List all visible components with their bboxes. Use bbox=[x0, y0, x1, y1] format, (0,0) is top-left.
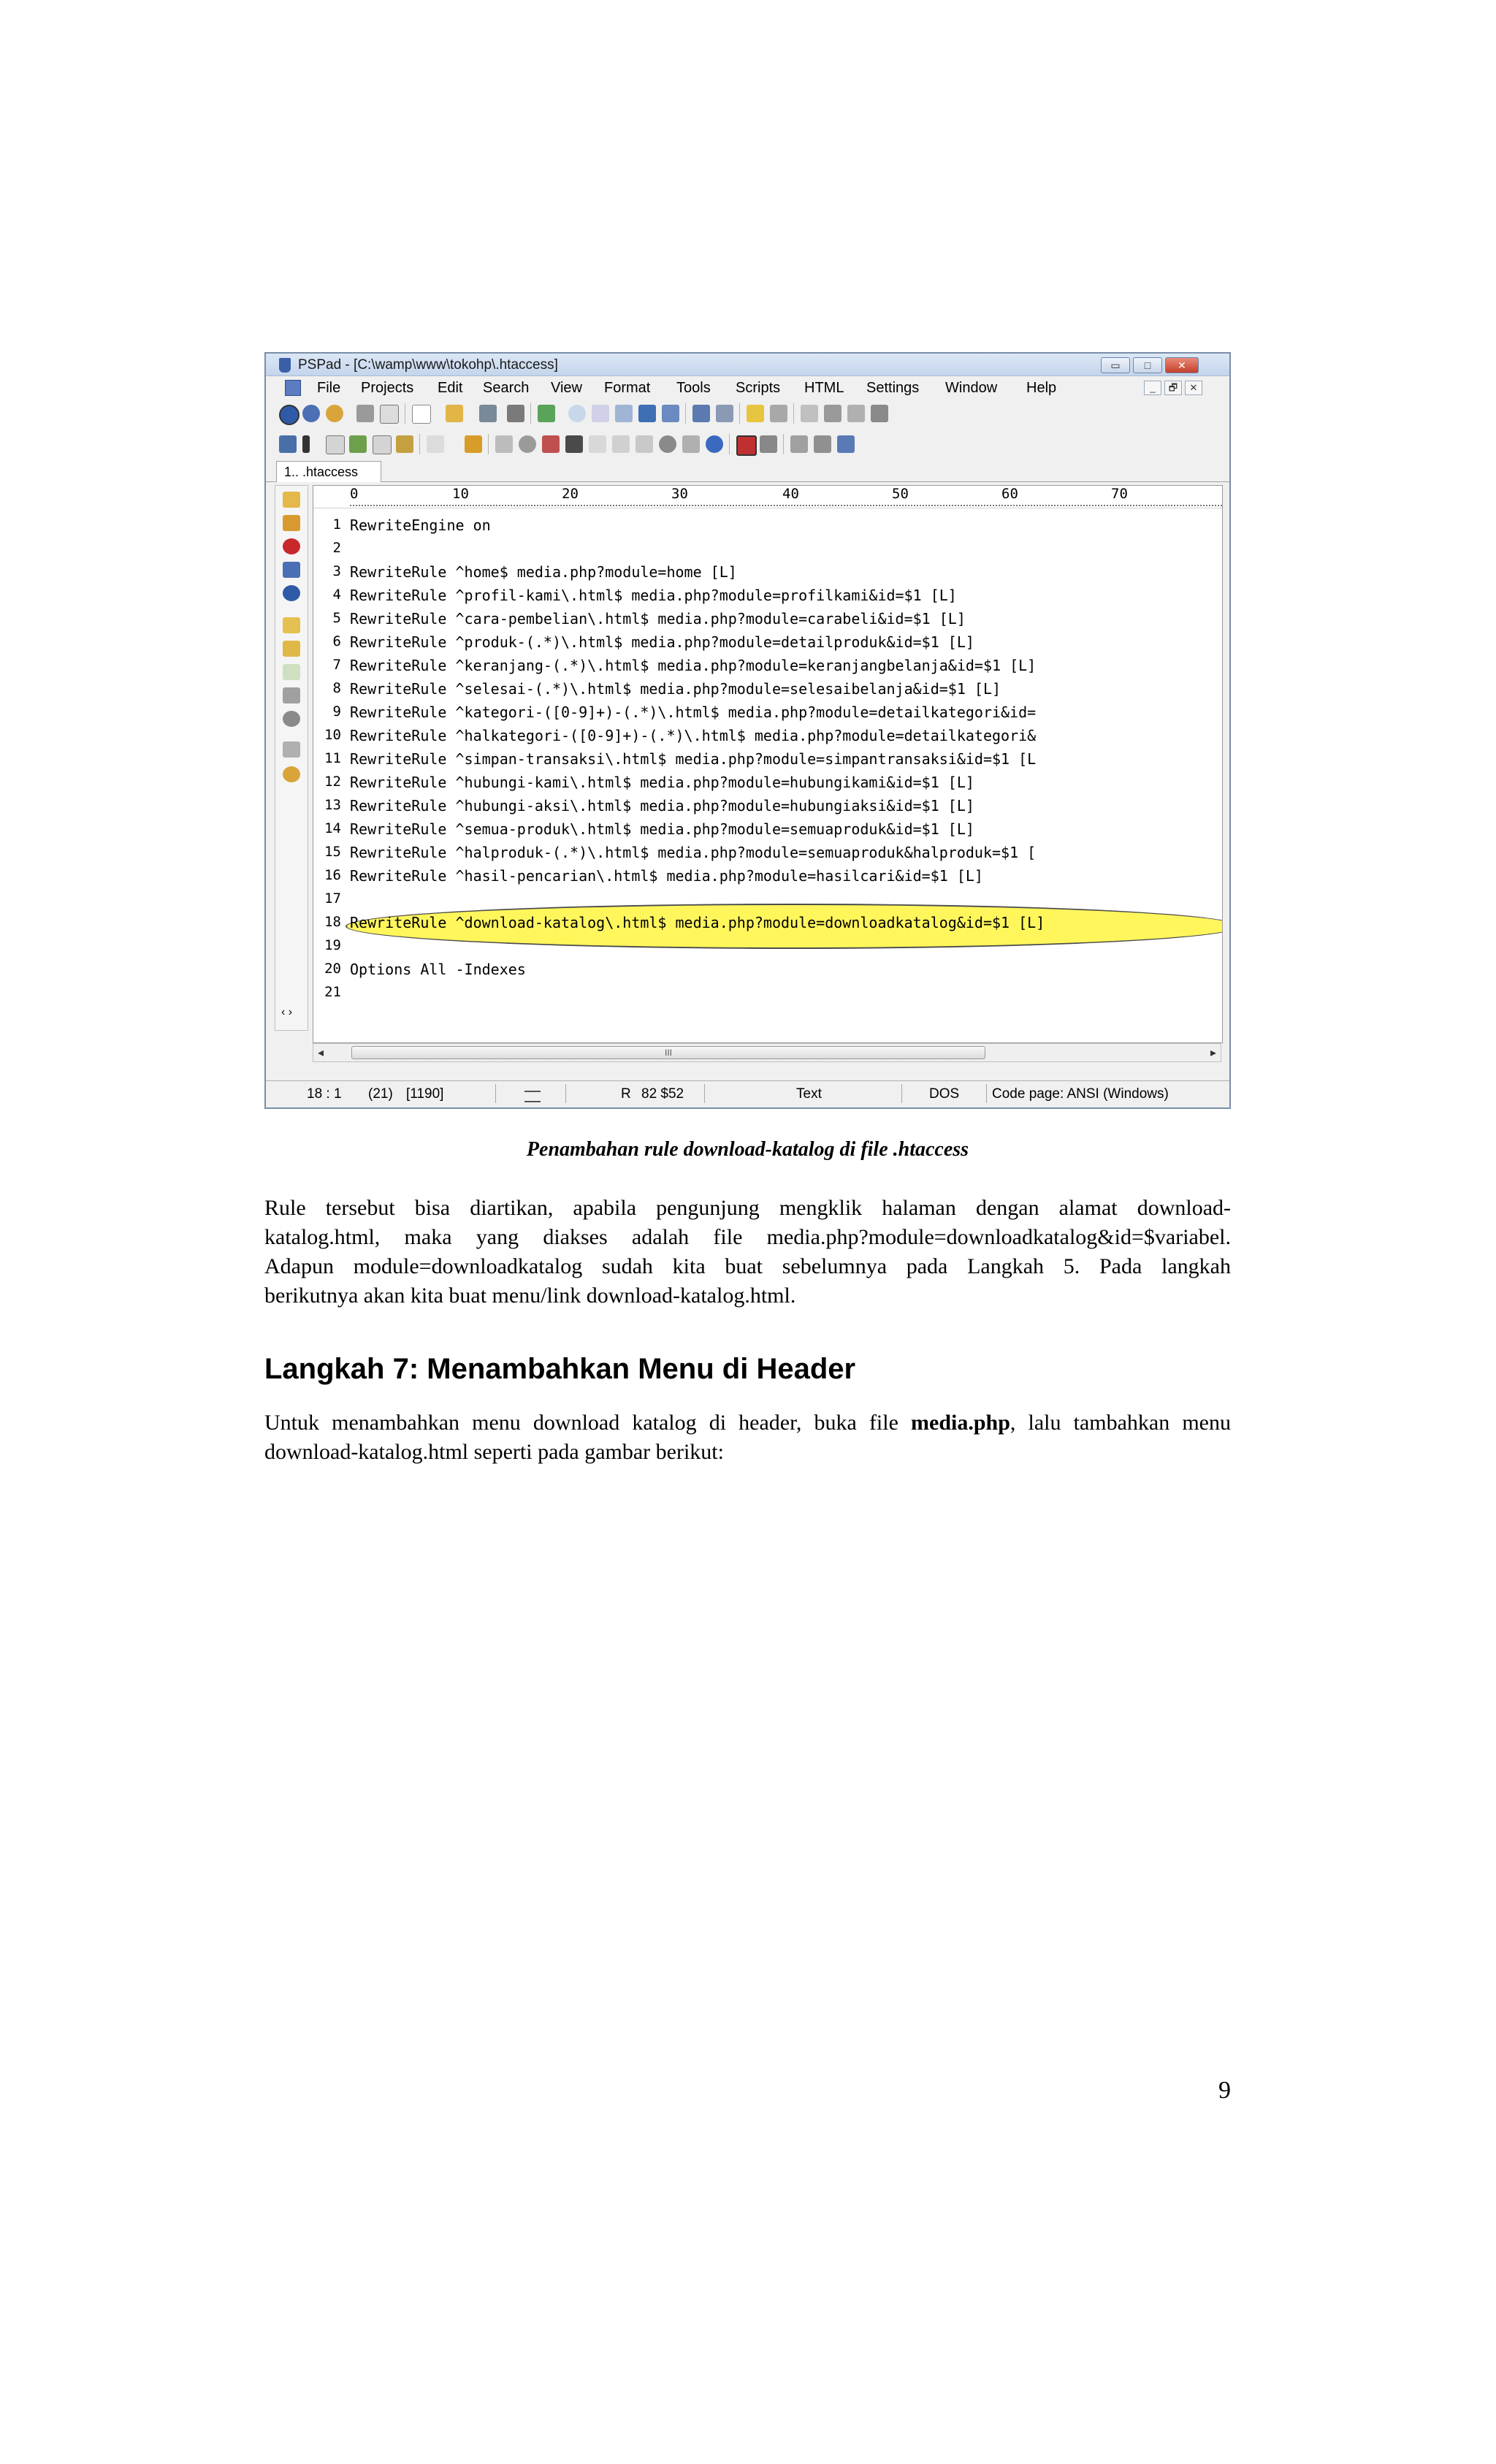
rtf-icon[interactable] bbox=[589, 435, 606, 453]
code-line[interactable]: RewriteRule ^simpan-transaksi\.html$ media.php?module=simpantransaksi&id=$1 [L bbox=[350, 750, 1037, 768]
editor-area[interactable] bbox=[313, 485, 1223, 1043]
undo-icon[interactable] bbox=[747, 405, 764, 422]
print-preview-icon[interactable] bbox=[692, 405, 710, 422]
close-button[interactable]: ✕ bbox=[1165, 357, 1199, 373]
stop-icon[interactable] bbox=[736, 435, 757, 456]
document-icon[interactable] bbox=[285, 380, 301, 396]
status-values: 82 $52 bbox=[641, 1086, 684, 1102]
paragraph-line: Rule tersebut bisa diartikan, apabila pengunjung mengklik halaman dengan alamat download- bbox=[264, 1196, 1231, 1220]
ruler-ticks bbox=[350, 500, 1222, 506]
book-icon[interactable] bbox=[662, 405, 679, 422]
line-number: 4 bbox=[332, 587, 341, 603]
code-line[interactable]: RewriteRule ^halproduk-(.*)\.html$ media.php?module=semuaproduk&halproduk=$1 [ bbox=[350, 844, 1037, 861]
code-line[interactable]: RewriteRule ^cara-pembelian\.html$ media.php?module=carabeli&id=$1 [L] bbox=[350, 610, 966, 628]
status-separator bbox=[986, 1084, 987, 1103]
line-number: 17 bbox=[324, 890, 341, 907]
line-number: 2 bbox=[332, 540, 341, 556]
line-number: 6 bbox=[332, 633, 341, 649]
section-heading: Langkah 7: Menambahkan Menu di Header bbox=[264, 1353, 856, 1385]
line-number: 13 bbox=[324, 797, 341, 813]
ruler-mark: 20 bbox=[562, 486, 579, 502]
favorites-heart-icon[interactable] bbox=[283, 538, 300, 554]
pspad-window bbox=[264, 352, 1231, 1109]
templates-icon[interactable] bbox=[283, 562, 300, 578]
line-number: 8 bbox=[332, 680, 341, 696]
code-line[interactable]: RewriteRule ^produk-(.*)\.html$ media.php?module=detailproduk&id=$1 [L] bbox=[350, 633, 974, 651]
folder-icon[interactable] bbox=[283, 492, 300, 508]
list-icon[interactable] bbox=[495, 435, 513, 453]
column-icon[interactable] bbox=[326, 435, 345, 454]
mdi-minimize-button[interactable]: _ bbox=[1144, 381, 1161, 395]
line-number: 12 bbox=[324, 774, 341, 790]
toolbar-separator bbox=[488, 434, 489, 454]
line-number: 20 bbox=[324, 961, 341, 977]
side-panel bbox=[275, 485, 308, 1031]
paragraph-text: , lalu tambahkan menu bbox=[1010, 1411, 1231, 1435]
syntax-icon[interactable] bbox=[349, 435, 367, 453]
menu-html[interactable]: HTML bbox=[804, 380, 844, 396]
project-panel-icon[interactable] bbox=[283, 585, 300, 601]
line-number: 19 bbox=[324, 937, 341, 953]
project-tree-icon[interactable] bbox=[283, 766, 300, 782]
menu-edit[interactable]: Edit bbox=[438, 380, 463, 396]
project-files-icon[interactable] bbox=[326, 405, 343, 422]
box-icon[interactable] bbox=[790, 435, 808, 453]
project-icon[interactable] bbox=[302, 405, 320, 422]
status-separator bbox=[704, 1084, 705, 1103]
add-folder-icon[interactable] bbox=[283, 617, 300, 633]
line-number: 21 bbox=[324, 984, 341, 1000]
open-file-icon[interactable] bbox=[446, 405, 463, 422]
code-line[interactable]: RewriteRule ^halkategori-([0-9]+)-(.*)\.html$ media.php?module=detailkategori& bbox=[350, 727, 1037, 744]
paragraph-1 bbox=[264, 1194, 1231, 1311]
line-number: 18 bbox=[324, 914, 341, 930]
status-bar bbox=[266, 1080, 1229, 1107]
code-line[interactable]: RewriteRule ^profil-kami\.html$ media.php?module=profilkami&id=$1 [L] bbox=[350, 587, 957, 604]
ruler-mark: 0 bbox=[350, 486, 359, 502]
toolbar-separator bbox=[739, 403, 740, 424]
save-all-icon[interactable] bbox=[507, 405, 524, 422]
menu-view[interactable]: View bbox=[551, 380, 582, 396]
paragraph-2 bbox=[264, 1408, 1231, 1467]
ruler bbox=[313, 486, 1222, 508]
menu-help[interactable]: Help bbox=[1026, 380, 1057, 396]
line-number: 11 bbox=[324, 750, 341, 766]
print-icon[interactable] bbox=[716, 405, 733, 422]
status-type: Text bbox=[796, 1086, 822, 1102]
toolbar-separator bbox=[685, 403, 686, 424]
page-number: 9 bbox=[1218, 2077, 1231, 2104]
maximize-button[interactable]: □ bbox=[1133, 357, 1162, 373]
code-line[interactable]: RewriteRule ^semua-produk\.html$ media.php?module=semuaproduk&id=$1 [L] bbox=[350, 820, 974, 838]
code-line[interactable]: RewriteRule ^home$ media.php?module=home [L] bbox=[350, 563, 737, 581]
tab-strip bbox=[266, 459, 1229, 482]
menu-tools[interactable]: Tools bbox=[676, 380, 711, 396]
status-chars: [1190] bbox=[406, 1086, 444, 1102]
pspad-app-icon bbox=[279, 358, 291, 373]
monitor-icon[interactable] bbox=[837, 435, 855, 453]
record-icon[interactable] bbox=[519, 435, 536, 453]
remove-folder-icon[interactable] bbox=[283, 641, 300, 657]
ruler-mark: 60 bbox=[1001, 486, 1018, 502]
line-number: 9 bbox=[332, 703, 341, 720]
ftp-icon[interactable] bbox=[283, 515, 300, 531]
mdi-restore-button[interactable]: 🗗 bbox=[1164, 381, 1182, 395]
mdi-close-button[interactable]: ✕ bbox=[1185, 381, 1202, 395]
menu-bar bbox=[266, 376, 1229, 398]
tab-htaccess[interactable]: 1.. .htaccess bbox=[276, 461, 381, 482]
page-icon[interactable] bbox=[814, 435, 831, 453]
remove-file-icon[interactable] bbox=[283, 687, 300, 703]
line-number: 15 bbox=[324, 844, 341, 860]
scissors-icon[interactable] bbox=[283, 741, 300, 758]
code-line[interactable]: RewriteRule ^selesai-(.*)\.html$ media.php?module=selesaibelanja&id=$1 [L] bbox=[350, 680, 1001, 698]
minimize-button[interactable]: ▭ bbox=[1101, 357, 1130, 373]
add-file-icon[interactable] bbox=[283, 664, 300, 680]
paste-icon[interactable] bbox=[847, 405, 865, 422]
code-braces-icon[interactable] bbox=[638, 405, 656, 422]
horizontal-scrollbar[interactable] bbox=[313, 1043, 1221, 1062]
figure-caption: Penambahan rule download-katalog di file .htaccess bbox=[526, 1138, 969, 1161]
cut-icon[interactable] bbox=[801, 405, 818, 422]
line-number: 10 bbox=[324, 727, 341, 743]
line-number: 14 bbox=[324, 820, 341, 836]
char-icon[interactable] bbox=[612, 435, 630, 453]
code-line[interactable]: RewriteEngine on bbox=[350, 516, 491, 534]
scroll-right-icon[interactable]: ▸ bbox=[1210, 1047, 1216, 1059]
toolbar-separator bbox=[530, 403, 531, 424]
status-mode: R bbox=[621, 1086, 631, 1102]
code-line[interactable]: RewriteRule ^hubungi-kami\.html$ media.php?module=hubungikami&id=$1 [L] bbox=[350, 774, 974, 791]
table-icon[interactable] bbox=[565, 435, 583, 453]
color-picker-icon[interactable] bbox=[542, 435, 560, 453]
toolbar-main bbox=[273, 399, 1222, 427]
google-icon[interactable] bbox=[706, 435, 723, 453]
send-icon[interactable] bbox=[682, 435, 700, 453]
redo-icon[interactable] bbox=[770, 405, 787, 422]
tree-icon[interactable] bbox=[538, 405, 555, 422]
menu-settings[interactable]: Settings bbox=[866, 380, 920, 396]
status-separator bbox=[565, 1084, 566, 1103]
replace-icon[interactable] bbox=[592, 405, 609, 422]
toolbar-separator bbox=[419, 434, 420, 454]
scroll-left-icon[interactable]: ◂ bbox=[318, 1047, 324, 1059]
code-line[interactable]: RewriteRule ^keranjang-(.*)\.html$ media.php?module=keranjangbelanja&id=$1 [L] bbox=[350, 657, 1037, 674]
menu-file[interactable]: File bbox=[317, 380, 341, 396]
close-project-icon[interactable] bbox=[356, 405, 374, 422]
toolbar-separator bbox=[793, 403, 794, 424]
glasses-icon[interactable] bbox=[760, 435, 777, 453]
status-codepage: Code page: ANSI (Windows) bbox=[992, 1086, 1169, 1102]
lock-icon[interactable] bbox=[396, 435, 413, 453]
delete-icon[interactable] bbox=[871, 405, 888, 422]
paragraph-line: download-katalog.html seperti pada gambar berikut: bbox=[264, 1440, 724, 1464]
status-eol: DOS bbox=[929, 1086, 960, 1102]
line-number: 7 bbox=[332, 657, 341, 673]
scroll-thumb[interactable]: III bbox=[351, 1046, 985, 1059]
side-scroll-arrows-icon[interactable]: ‹ › bbox=[281, 1006, 293, 1018]
copy-icon[interactable] bbox=[824, 405, 842, 422]
ruler-mark: 30 bbox=[671, 486, 688, 502]
toolbar-separator bbox=[783, 434, 784, 454]
paragraph-line bbox=[264, 1408, 1231, 1438]
code-line[interactable]: Options All -Indexes bbox=[350, 961, 526, 978]
pin-icon[interactable] bbox=[465, 435, 482, 453]
title-bar bbox=[266, 354, 1229, 376]
paragraph-line: katalog.html, maka yang diakses adalah file media.php?module=downloadkatalog&id=$variabel. bbox=[264, 1225, 1231, 1249]
view-icon[interactable] bbox=[615, 405, 633, 422]
menu-scripts[interactable]: Scripts bbox=[736, 380, 781, 396]
line-number: 16 bbox=[324, 867, 341, 883]
status-separator bbox=[901, 1084, 902, 1103]
refresh-icon[interactable] bbox=[283, 711, 300, 727]
new-file-icon[interactable] bbox=[412, 405, 431, 424]
paragraph-line: Adapun module=downloadkatalog sudah kita buat sebelumnya pada Langkah 5. Pada langkah bbox=[264, 1254, 1231, 1278]
menu-format[interactable]: Format bbox=[604, 380, 651, 396]
paragraph-text: Untuk menambahkan menu download katalog di header, buka file bbox=[264, 1411, 912, 1435]
tag-icon[interactable] bbox=[636, 435, 653, 453]
line-number: 3 bbox=[332, 563, 341, 579]
spell-icon[interactable] bbox=[427, 435, 444, 453]
paragraph-line: berikutnya akan kita buat menu/link download-katalog.html. bbox=[264, 1284, 796, 1308]
line-number: 1 bbox=[332, 516, 341, 533]
open-project-icon[interactable] bbox=[279, 405, 299, 425]
status-lines-icon bbox=[524, 1091, 541, 1102]
ruler-mark: 70 bbox=[1111, 486, 1128, 502]
code-line[interactable]: RewriteRule ^hubungi-aksi\.html$ media.php?module=hubungiaksi&id=$1 [L] bbox=[350, 797, 974, 815]
toolbar-format bbox=[273, 430, 1222, 457]
block-icon[interactable] bbox=[373, 435, 392, 454]
status-position: 18 : 1 bbox=[307, 1086, 342, 1102]
ruler-mark: 40 bbox=[782, 486, 799, 502]
log-icon[interactable] bbox=[380, 405, 399, 424]
save-icon[interactable] bbox=[479, 405, 497, 422]
bold-filename: media.php bbox=[911, 1411, 1010, 1435]
wrap-icon[interactable] bbox=[279, 435, 297, 453]
code-line[interactable]: RewriteRule ^hasil-pencarian\.html$ media.php?module=hasilcari&id=$1 [L] bbox=[350, 867, 983, 885]
ruler-mark: 10 bbox=[452, 486, 469, 502]
window-title: PSPad - [C:\wamp\www\tokohp\.htaccess] bbox=[298, 357, 558, 373]
line-number: 5 bbox=[332, 610, 341, 626]
status-column: (21) bbox=[368, 1086, 393, 1102]
ruler-mark: 50 bbox=[892, 486, 909, 502]
code-line[interactable]: RewriteRule ^download-katalog\.html$ media.php?module=downloadkatalog&id=$1 [L] bbox=[350, 914, 1045, 931]
menu-window[interactable]: Window bbox=[945, 380, 998, 396]
search-icon[interactable] bbox=[568, 405, 586, 422]
code-line[interactable]: RewriteRule ^kategori-([0-9]+)-(.*)\.html$ media.php?module=detailkategori&id= bbox=[350, 703, 1037, 721]
menu-search[interactable]: Search bbox=[483, 380, 530, 396]
circle-icon[interactable] bbox=[659, 435, 676, 453]
status-separator bbox=[495, 1084, 496, 1103]
menu-projects[interactable]: Projects bbox=[361, 380, 414, 396]
pilcrow-icon[interactable] bbox=[302, 435, 310, 453]
toolbar-separator bbox=[729, 434, 730, 454]
